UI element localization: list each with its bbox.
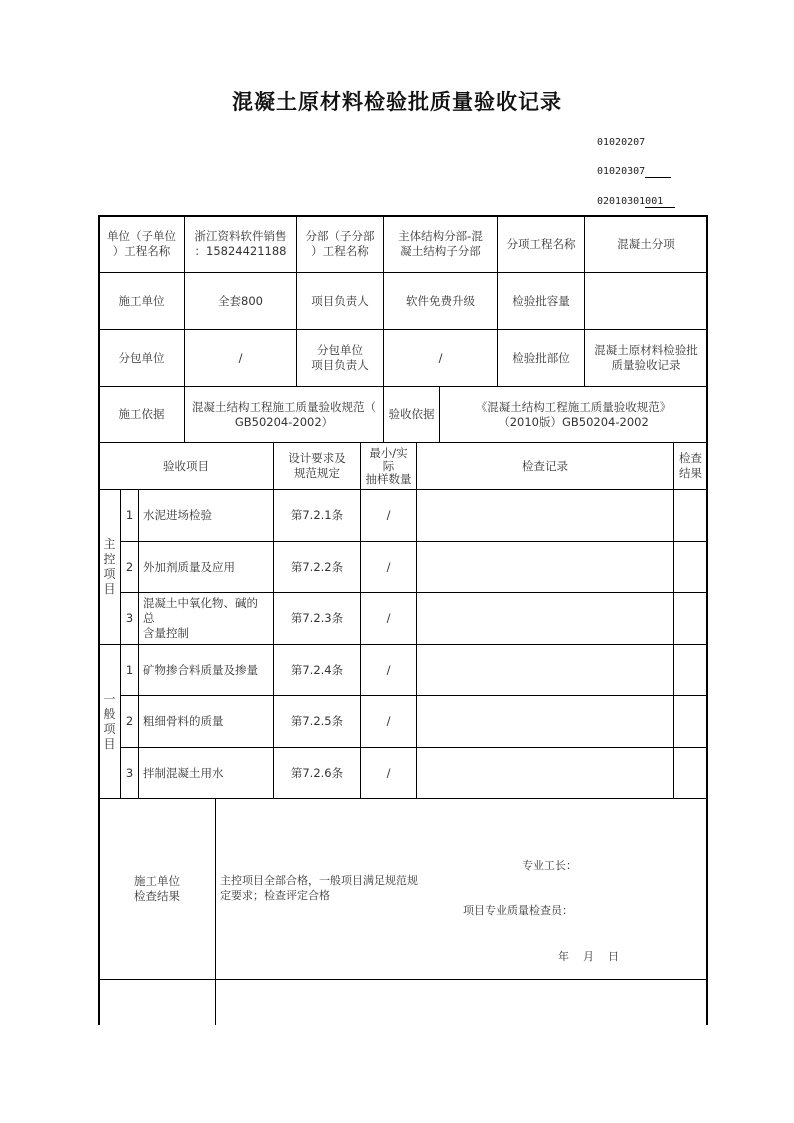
row-6-result — [673, 747, 708, 799]
row-1-clause: 第7.2.1条 — [273, 489, 361, 542]
row-3-result — [673, 592, 708, 645]
row-1-record — [416, 489, 674, 542]
row-3-clause: 第7.2.3条 — [273, 592, 361, 645]
col-record: 检查记录 — [416, 442, 674, 490]
accept-basis-label: 验收依据 — [383, 386, 440, 443]
subitem-value: 混凝土分项 — [584, 215, 708, 273]
record-code-3-prefix: 02010301 — [597, 196, 646, 207]
row-5-record — [416, 695, 674, 748]
row-2-name: 外加剂质量及应用 — [138, 541, 274, 593]
record-code-3-blank — [669, 196, 675, 208]
row-1-result — [673, 489, 708, 542]
date-label: 年 月 日 — [558, 950, 619, 963]
basis-value: 混凝土结构工程施工质量验收规范（ GB50204-2002） — [184, 386, 384, 443]
row-6-clause: 第7.2.6条 — [273, 747, 361, 799]
sub-manager-label: 分包单位 项目负责人 — [296, 329, 384, 387]
row-4-no: 1 — [120, 644, 139, 696]
row-3-record — [416, 592, 674, 645]
row-2-sample: / — [360, 541, 417, 593]
row-2-result — [673, 541, 708, 593]
group-general-char-3: 项 — [103, 721, 116, 736]
row-5-no: 2 — [120, 695, 139, 748]
row-5-clause: 第7.2.5条 — [273, 695, 361, 748]
row-4-result — [673, 644, 708, 696]
row-4-clause: 第7.2.4条 — [273, 644, 361, 696]
manager-label: 项目负责人 — [296, 272, 384, 330]
basis-label: 施工依据 — [98, 386, 185, 443]
check-text: 主控项目全部合格，一般项目满足规范规 定要求；检查评定合格 — [220, 874, 418, 902]
group-general-char-2: 般 — [103, 706, 116, 721]
subcontractor-label: 分包单位 — [98, 329, 185, 387]
group-general-char-4: 目 — [103, 736, 116, 751]
col-result: 检查 结果 — [673, 442, 708, 490]
constructor-label: 施工单位 — [98, 272, 185, 330]
record-code-3-suffix: 001 — [645, 196, 669, 208]
row-4-sample: / — [360, 644, 417, 696]
row-5-name: 粗细骨料的质量 — [138, 695, 274, 748]
row-3-name: 混凝土中氧化物、碱的 总 含量控制 — [138, 592, 274, 645]
inspector-label: 项目专业质量检查员： — [463, 904, 573, 917]
row-6-sample: / — [360, 747, 417, 799]
capacity-label: 检验批容量 — [497, 272, 585, 330]
row-3-no: 3 — [120, 592, 139, 645]
row-5-sample: / — [360, 695, 417, 748]
division-label: 分部（子分部 ）工程名称 — [296, 215, 384, 273]
row-6-no: 3 — [120, 747, 139, 799]
constructor-value: 全套800 — [184, 272, 297, 330]
group-general — [98, 644, 121, 799]
manager-value: 软件免费升级 — [383, 272, 498, 330]
group-main-char-2: 控 — [103, 552, 116, 566]
check-label: 施工单位 检查结果 — [98, 798, 216, 980]
subitem-label: 分项工程名称 — [497, 215, 585, 273]
row-1-sample: / — [360, 489, 417, 542]
group-main-char-1: 主 — [103, 537, 116, 551]
record-code-2 — [597, 166, 671, 178]
row-3-sample: / — [360, 592, 417, 645]
foreman-label: 专业工长： — [522, 859, 577, 872]
row-1-no: 1 — [120, 489, 139, 542]
division-value: 主体结构分部-混 凝土结构子分部 — [383, 215, 498, 273]
record-code-3 — [597, 196, 675, 208]
row-6-record — [416, 747, 674, 799]
supervision-area — [215, 979, 708, 1025]
unit-value: 浙江资料软件销售 ：15824421188 — [184, 215, 297, 273]
row-4-record — [416, 644, 674, 696]
row-2-no: 2 — [120, 541, 139, 593]
row-5-result — [673, 695, 708, 748]
subcontractor-value: / — [184, 329, 297, 387]
record-code-2-blank — [645, 166, 671, 178]
row-6-name: 拌制混凝土用水 — [138, 747, 274, 799]
group-main-char-4: 目 — [103, 582, 116, 596]
batch-part-value: 混凝土原材料检验批 质量验收记录 — [584, 329, 708, 387]
col-sample: 最小/实 际 抽样数量 — [360, 442, 417, 490]
row-1-name: 水泥进场检验 — [138, 489, 274, 542]
record-code-2-value: 01020307 — [597, 166, 646, 177]
group-main-control — [98, 489, 121, 645]
sub-manager-value: / — [383, 329, 498, 387]
accept-basis-value: 《混凝土结构工程施工质量验收规范》 （2010版）GB50204-2002 — [439, 386, 708, 443]
batch-part-label: 检验批部位 — [497, 329, 585, 387]
row-2-clause: 第7.2.2条 — [273, 541, 361, 593]
group-main-char-3: 项 — [103, 567, 116, 581]
col-item: 验收项目 — [98, 442, 274, 490]
capacity-value — [584, 272, 708, 330]
group-general-char-1: 一 — [103, 691, 116, 706]
row-4-name: 矿物掺合料质量及掺量 — [138, 644, 274, 696]
unit-label: 单位（子单位 ）工程名称 — [98, 215, 185, 273]
record-code-1: 01020207 — [597, 137, 646, 148]
row-2-record — [416, 541, 674, 593]
col-design: 设计要求及 规范规定 — [273, 442, 361, 490]
page-title: 混凝土原材料检验批质量验收记录 — [232, 90, 562, 114]
supervision-label — [98, 979, 216, 1025]
